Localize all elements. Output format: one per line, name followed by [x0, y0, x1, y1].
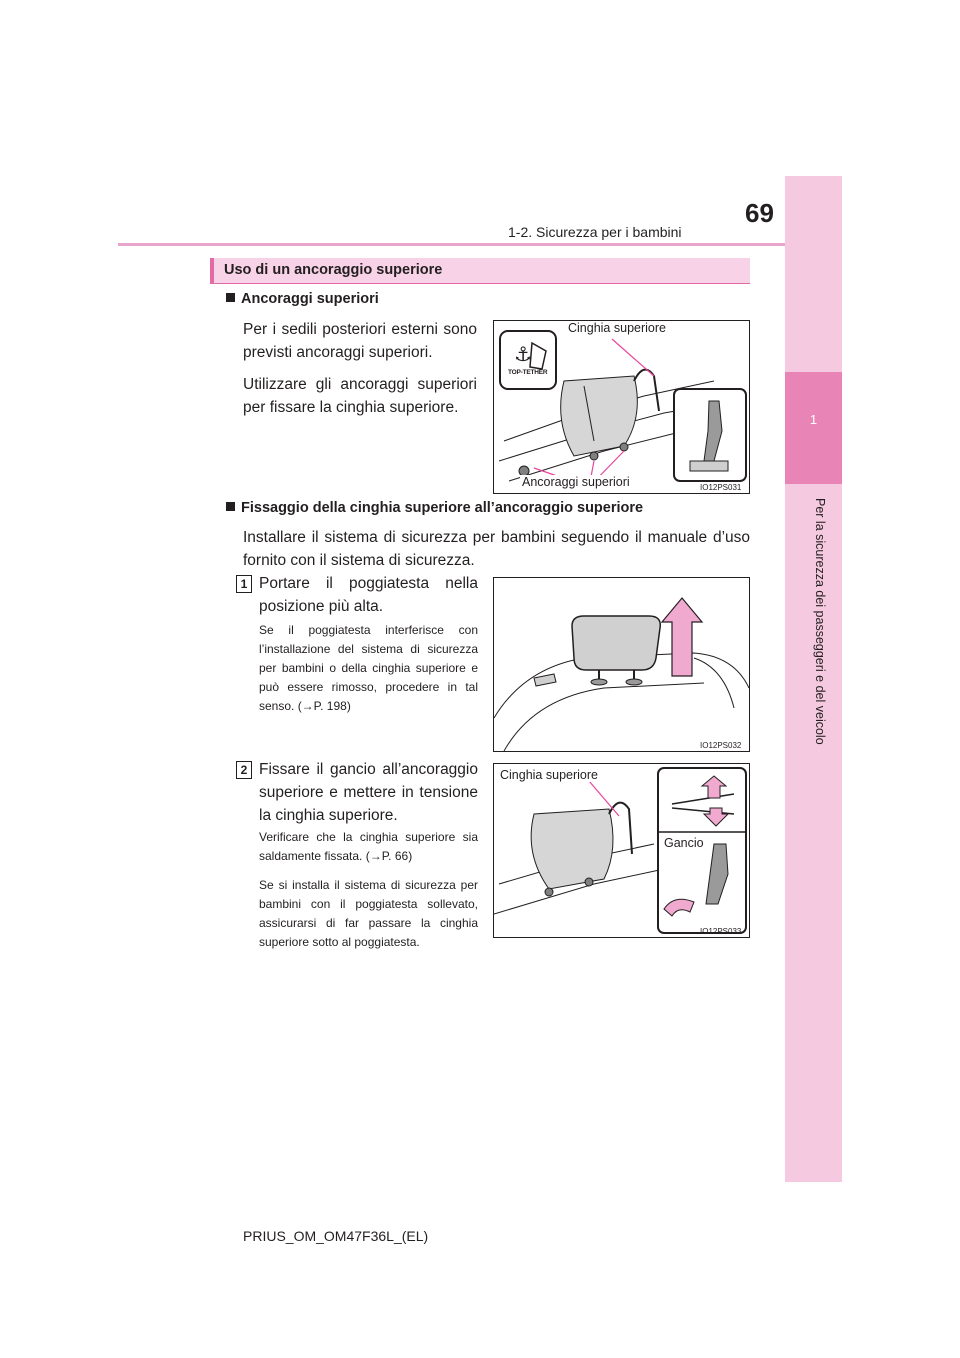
- header-rule: [118, 243, 785, 246]
- figure-top-tether-illustration: [494, 321, 749, 493]
- figure3-code: IO12PS033: [700, 927, 742, 936]
- step2-number-box: 2: [236, 761, 252, 779]
- figure-top-tether-anchors: [493, 320, 750, 494]
- block2-intro: Installare il sistema di sicurezza per bambini seguendo il manuale d’uso fornito con il sistema di sicurezza.: [243, 529, 750, 569]
- bullet-square-icon: [226, 502, 235, 511]
- step1-number-box: 1: [236, 575, 252, 593]
- block1-para2: Utilizzare gli ancoraggi superiori per fissare la cinghia superiore.: [243, 376, 477, 416]
- step2-note1: Verificare che la cinghia superiore sia saldamente fissata. (→P. 66): [259, 830, 478, 863]
- side-tab-chapter-marker: [785, 372, 842, 484]
- section-title-underline: [210, 283, 750, 284]
- figure1-label-anchors: Ancoraggi superiori: [522, 475, 630, 489]
- step2-text: Fissare il gancio all’ancoraggio superiore e mettere in tensione la cinghia superiore.: [259, 761, 478, 824]
- block1-heading-text: Ancoraggi superiori: [241, 291, 379, 307]
- side-tab-chapter-number: 1: [809, 412, 818, 427]
- block1-heading: [226, 291, 379, 307]
- step1-text: Portare il poggiatesta nella posizione più alta.: [259, 575, 478, 615]
- figure2-code: IO12PS032: [700, 741, 742, 750]
- step1-note: Se il poggiatesta interferisce con l’installazione del sistema di sicurezza per bambini o della cinghia superiore e può essere rimosso, procedere in tal senso. (→P. 198): [259, 623, 478, 713]
- figure-hook-illustration: [494, 764, 749, 937]
- section-title: Uso di un ancoraggio superiore: [224, 262, 443, 278]
- svg-text:⚓: ⚓: [514, 342, 532, 366]
- figure3-label-hook: Gancio: [664, 836, 704, 850]
- block2-heading-text: Fissaggio della cinghia superiore all’ancoraggio superiore: [241, 500, 644, 516]
- side-tab-chapter-title: Per la sicurezza dei passeggeri e del veicolo: [813, 498, 827, 745]
- block1-para1: Per i sedili posteriori esterni sono previsti ancoraggi superiori.: [243, 321, 477, 361]
- block2-heading: [226, 500, 643, 516]
- top-tether-icon-label: TOP-TETHER: [508, 369, 548, 376]
- page-number: 69: [745, 198, 774, 228]
- figure-hook-attach: [493, 763, 750, 938]
- figure-headrest-raise: [493, 577, 750, 752]
- step2-note2: Se si installa il sistema di sicurezza per bambini con il poggiatesta sollevato, assicurarsi di far passare la cinghia superiore sotto al poggiatesta.: [259, 878, 478, 949]
- footer-doc-id: PRIUS_OM_OM47F36L_(EL): [243, 1228, 429, 1244]
- bullet-square-icon: [226, 293, 235, 302]
- figure3-label-top-strap: Cinghia superiore: [500, 768, 598, 782]
- figure1-label-top-strap: Cinghia superiore: [568, 321, 666, 335]
- header-section-title: 1-2. Sicurezza per i bambini: [508, 224, 682, 240]
- figure1-code: IO12PS031: [700, 483, 742, 492]
- figure-headrest-illustration: [494, 578, 749, 751]
